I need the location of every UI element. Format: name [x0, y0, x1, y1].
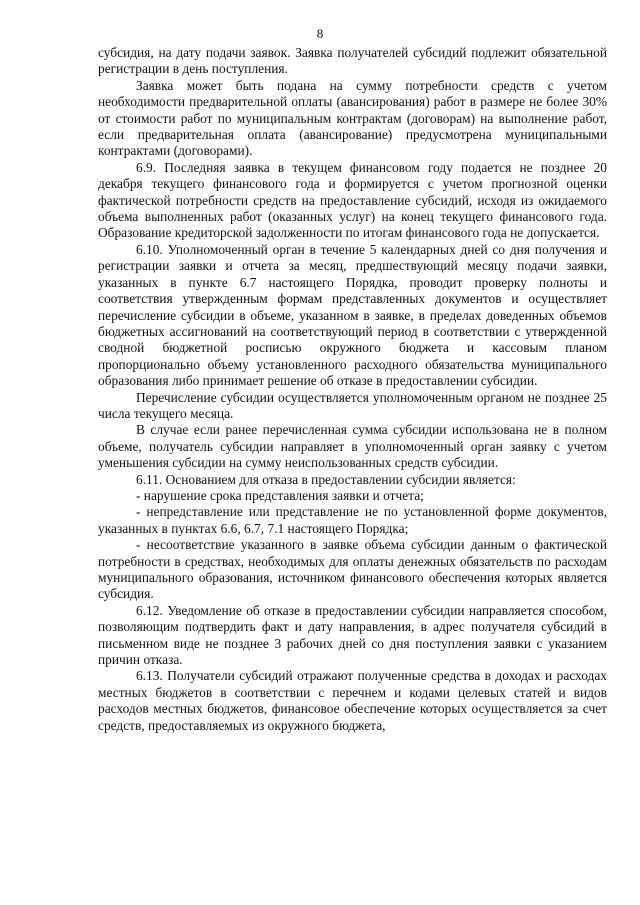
paragraph-continuation: субсидия, на дату подачи заявок. Заявка получателей субсидий подлежит обязательной регистрации в день поступления. — [98, 45, 607, 77]
list-item-missing-documents: - непредставление или представление не по установленной форме документов, указанных в пунктах 6.6, 6.7, 7.1 настоящего Порядка; — [98, 504, 607, 536]
paragraph-transfer-deadline: Перечисление субсидии осуществляется уполномоченным органом не позднее 25 числа текущего месяца. — [98, 389, 607, 421]
paragraph-6-10: 6.10. Уполномоченный орган в течение 5 календарных дней со дня получения и регистрации заявки и отчета за месяц, предшествующий месяцу подачи заявки, указанных в пункте 6.7 настоящего Порядка, проводит проверку полноты и соответствия утвержденным формам представленных документов и осуществляет перечисление субсидии в объеме, указанном в заявке, в пределах доведенных объемов бюджетных ассигнований на соответствующий период в соответствии с утвержденной сводной бюджетной росписью окружного бюджета и кассовым планом пропорционально объему установленного расходного обязательства муниципального образования либо принимает решение об отказе в предоставлении субсидии. — [98, 241, 607, 389]
document-body — [98, 45, 607, 734]
paragraph-6-9: 6.9. Последняя заявка в текущем финансовом году подается не позднее 20 декабря текущего финансового года и формируется с учетом прогнозной оценки фактической потребности средств на предоставление субсидий, исходя из ожидаемого объема выполненных работ (оказанных услуг) на конец текущего финансового года. Образование кредиторской задолженности по итогам финансового года не допускается. — [98, 159, 607, 241]
list-item-deadline-violation: - нарушение срока представления заявки и отчета; — [136, 487, 424, 503]
list-item-volume-mismatch: - несоответствие указанного в заявке объема субсидии данным о фактической потребности в средствах, необходимых для оплаты денежных обязательств по расходам муниципального образования, источником финансового обеспечения которых является субсидия. — [98, 537, 607, 602]
paragraph-unused-funds: В случае если ранее перечисленная сумма субсидии использована не в полном объеме, получатель субсидии направляет в уполномоченный орган заявку с учетом уменьшения субсидии на сумму неиспользованных средств субсидии. — [98, 422, 607, 471]
paragraph-advance-payment: Заявка может быть подана на сумму потребности средств с учетом необходимости предварительной оплаты (авансирования) работ в размере не более 30% от стоимости работ по муниципальным контрактам (договорам) на выполнение работ, если предварительная оплата (авансирование) предусмотрена муниципальными контрактами (договорами). — [98, 77, 607, 159]
paragraph-6-13: 6.13. Получатели субсидий отражают полученные средства в доходах и расходах местных бюджетов в соответствии с перечнем и кодами целевых статей и видов расходов местных бюджетов, финансовое обеспечение которых осуществляется за счет средств, предоставляемых из окружного бюджета, — [98, 668, 607, 733]
page-number: 8 — [316, 26, 324, 41]
paragraph-6-12: 6.12. Уведомление об отказе в предоставлении субсидии направляется способом, позволяющим подтвердить факт и дату направления, в адрес получателя субсидий в письменном виде не позднее 3 рабочих дней со дня поступления заявки с указанием причин отказа. — [98, 602, 607, 668]
paragraph-6-11: 6.11. Основанием для отказа в предоставлении субсидии является: — [136, 471, 516, 487]
